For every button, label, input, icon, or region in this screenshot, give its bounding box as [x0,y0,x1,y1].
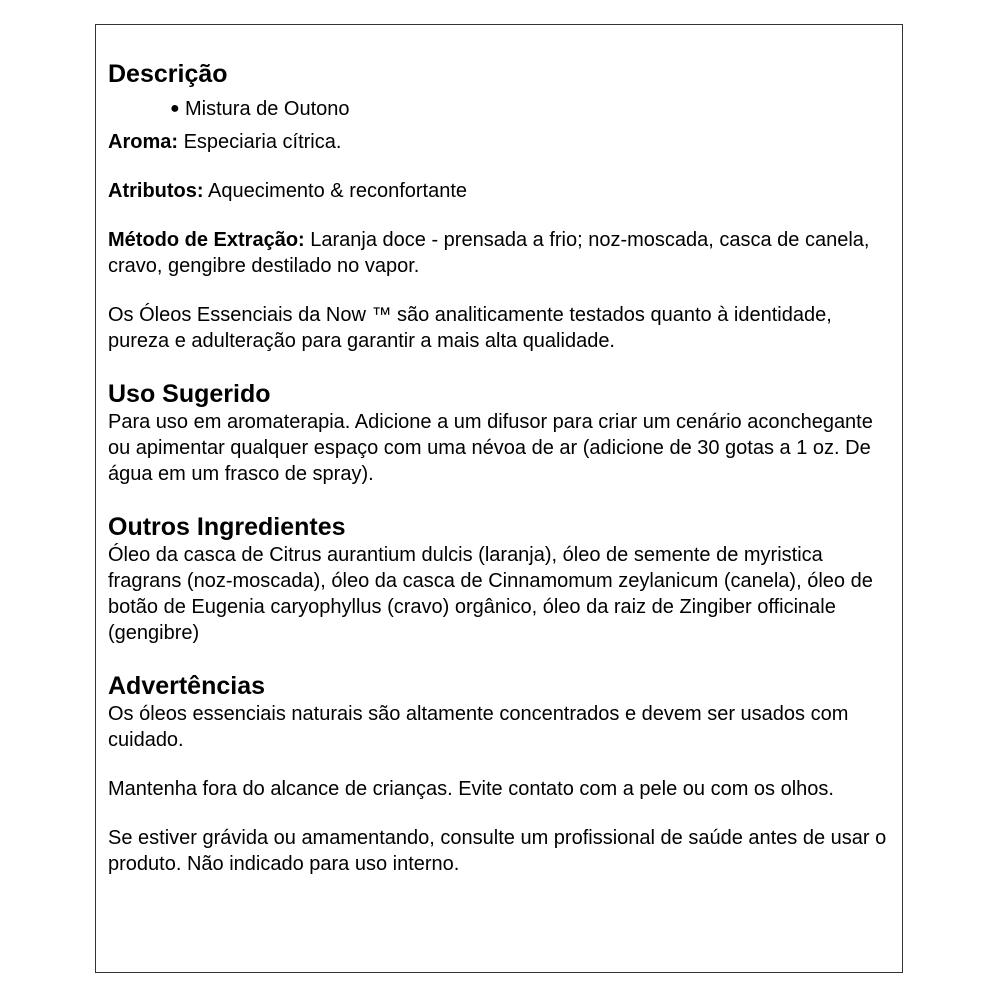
warning-paragraph: Se estiver grávida ou amamentando, consulte um profissional de saúde antes de usar o produto. Não indicado para uso interno. [108,827,887,875]
aroma-label: Aroma: [108,131,179,153]
extraction-value: Laranja doce - prensada a frio; noz-moscada, casca de canela, cravo, gengibre destilado no vapor. [108,229,870,277]
description-heading: Descrição [108,60,228,88]
bullet-text: Mistura de Outono [185,98,350,120]
suggested-use-heading: Uso Sugerido [108,380,271,408]
aroma-value: Especiaria cítrica. [178,131,342,153]
extraction-label: Método de Extração: [108,229,305,251]
attributes-value: Aquecimento & reconfortante [203,180,468,202]
warnings-heading: Advertências [108,672,266,700]
warning-paragraph: Mantenha fora do alcance de crianças. Evite contato com a pele ou com os olhos. [108,778,834,800]
product-info-content [108,59,898,877]
other-ingredients-text: Óleo da casca de Citrus aurantium dulcis (laranja), óleo de semente de myristica fragrans (noz-moscada), óleo da casca de Cinnamomum zeylanicum (canela), óleo de botão de Eugenia caryophyllus (cravo) orgânico, óleo da raiz de Zingiber officinale (gengibre) [108,544,873,644]
product-info-panel [95,24,903,973]
attributes-line [108,178,898,204]
attributes-label: Atributos: [108,180,204,202]
list-item [170,96,898,122]
description-bullet-list [108,96,898,122]
extraction-line [108,227,898,279]
aroma-line [108,129,898,155]
other-ingredients-heading: Outros Ingredientes [108,513,346,541]
quality-text: Os Óleos Essenciais da Now ™ são analiticamente testados quanto à identidade, pureza e adulteração para garantir a mais alta qualidade. [108,304,832,352]
bullet-icon: ● [170,100,180,117]
suggested-use-text: Para uso em aromaterapia. Adicione a um difusor para criar um cenário aconchegante ou apimentar qualquer espaço com uma névoa de ar (adicione de 30 gotas a 1 oz. De água em um frasco de spray). [108,411,873,485]
warning-paragraph: Os óleos essenciais naturais são altamente concentrados e devem ser usados com cuidado. [108,703,849,751]
